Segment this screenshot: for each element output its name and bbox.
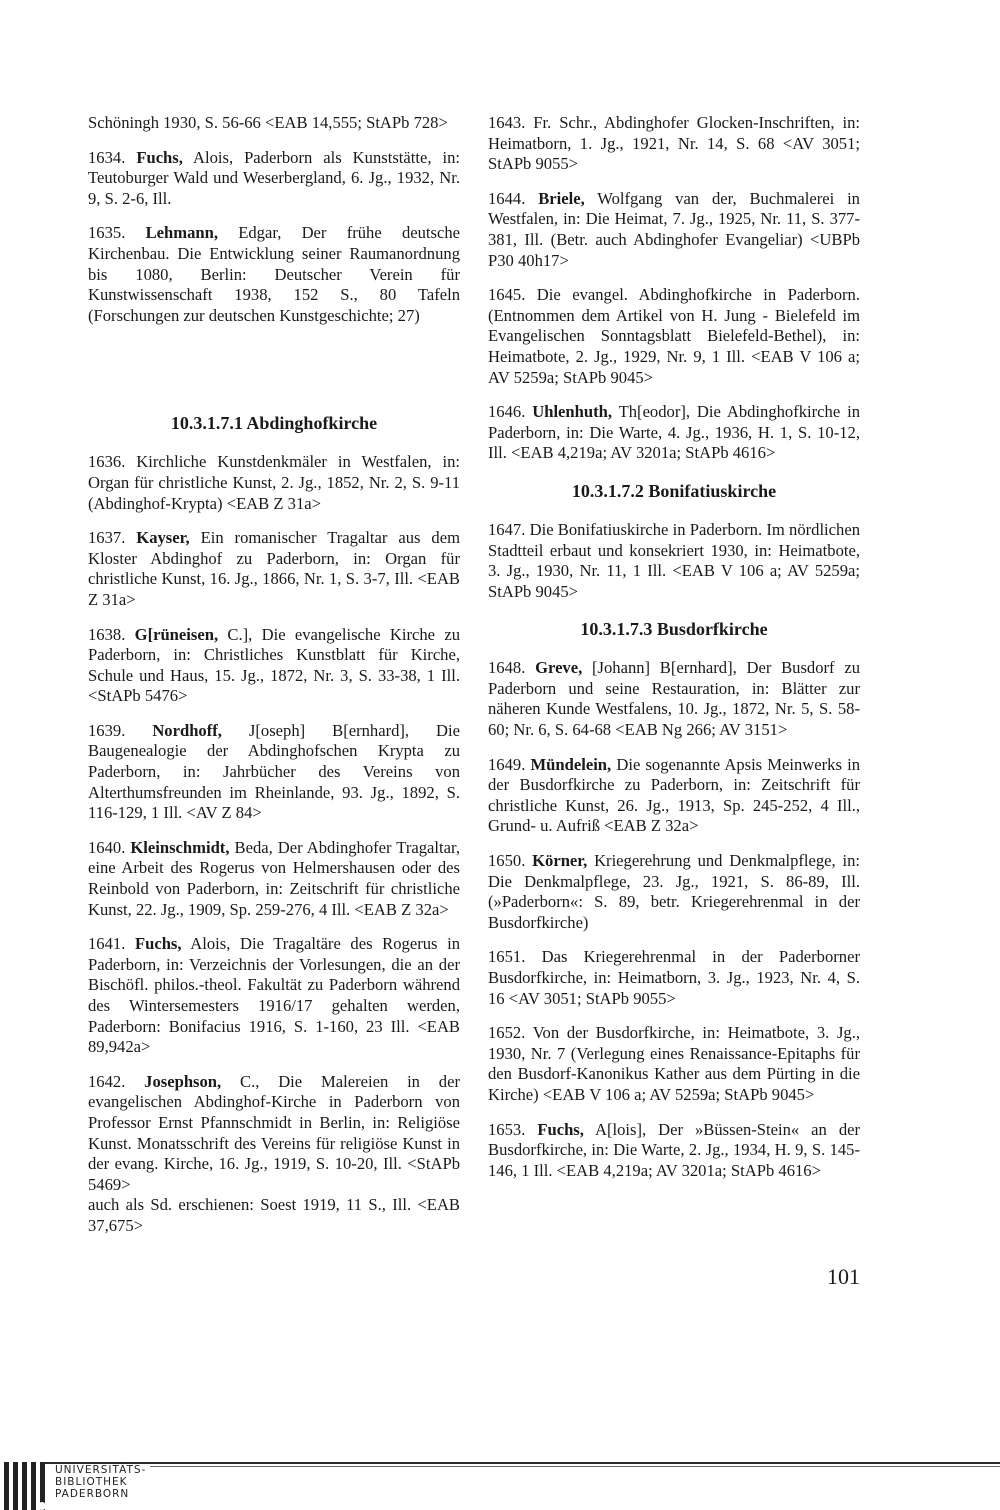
entry-author: Uhlenhuth,	[532, 402, 613, 422]
entry-number: 1648.	[488, 658, 526, 678]
bibliography-entry	[88, 625, 460, 707]
entry-author: Greve,	[535, 658, 583, 678]
entry-text: Kirchliche Kunstdenkmäler in Westfalen, in: Organ für christliche Kunst, 2. Jg., 1852, Nr. 2, S. 9-11 (Abdinghof-Krypta) <EAB Z 31a>	[88, 452, 460, 513]
bibliography-entry	[488, 947, 860, 1009]
bibliography-entry	[488, 285, 860, 388]
bibliography-entry	[88, 223, 460, 326]
entry-number: 1650.	[488, 851, 526, 871]
logo-line: BIBLIOTHEK	[55, 1476, 128, 1488]
entry-text: J[oseph] B[ernhard], Die Baugenealogie der Abdinghofschen Krypta zu Paderborn, in: Jahrbücher des Vereins von Alterthumsfreunden im Rheinlande, 93. Jg., 1892, S. 116-129, 1 Ill. <AV Z 84>	[88, 720, 460, 823]
entry-text: C., Die Malereien in der evangelischen Abdinghof-Kirche in Paderborn von Professor Ernst Pfannschmidt in Berlin, in: Religiöse Kunst. Monatsschrift des Vereins für religiöse Kunst in der evang. Kirche, 16. Jg., 1919, S. 10-20, Ill. <StAPb 5469>	[88, 1071, 460, 1194]
bibliography-entry	[88, 721, 460, 824]
entry-number: 1634.	[88, 147, 126, 167]
entry-number: 1637.	[88, 528, 126, 548]
bibliography-entry	[488, 520, 860, 602]
entry-number: 1646.	[488, 402, 526, 422]
logo-text	[55, 1464, 146, 1500]
bibliography-entry	[488, 658, 860, 740]
entry-number: 1645.	[488, 285, 526, 305]
entry-text: Kriegerehrung und Denkmalpflege, in: Die Denkmalpflege, 23. Jg., 1921, S. 86-89, Ill. (»Paderborn«: S. 89, betr. Kriegerehrenmal in der Busdorfkirche)	[488, 851, 860, 932]
entry-text: Die evangel. Abdinghofkirche in Paderborn. (Entnommen dem Artikel von H. Jung - Bielefeld im Evangelischen Sonntagsblatt Bielefeld-Bethel), in: Heimatbote, 2. Jg., 1929, Nr. 9, 1 Ill. <EAB V 106 a; AV 5259a; StAPb 9045>	[488, 285, 860, 387]
entry-author: Kayser,	[136, 528, 190, 548]
left-column	[88, 113, 460, 1251]
bibliography-entry	[88, 528, 460, 610]
entry-number: 1649.	[488, 754, 526, 774]
entry-text: Das Kriegerehrenmal in der Paderborner Busdorfkirche, in: Heimatborn, 3. Jg., 1923, Nr. 4, S. 16 <AV 3051; StAPb 9055>	[488, 947, 860, 1008]
right-column	[488, 113, 860, 1195]
bibliography-entry	[88, 113, 460, 134]
page-number: 101	[827, 1264, 860, 1289]
entry-number: 1642.	[88, 1071, 126, 1091]
section-heading-bonifatiuskirche: 10.3.1.7.2 Bonifatiuskirche	[571, 480, 777, 501]
bibliography-entry	[88, 148, 460, 210]
entry-number: 1640.	[88, 837, 126, 857]
entry-author: Körner,	[532, 851, 588, 871]
bibliography-entry	[488, 189, 860, 271]
left-entries-before	[88, 113, 460, 326]
entry-author: Fuchs,	[134, 934, 182, 954]
entry-number: 1647.	[488, 519, 526, 539]
entry-number: 1651.	[488, 947, 526, 967]
entry-number: 1643.	[488, 113, 526, 132]
entry-author: Lehmann,	[145, 223, 218, 243]
entry-author: Kleinschmidt,	[130, 837, 230, 857]
library-logo	[0, 1462, 180, 1510]
entry-author: Mündelein,	[530, 754, 612, 774]
bibliography-entry	[88, 934, 460, 1058]
entry-text: C.], Die evangelische Kirche zu Paderborn, in: Christliches Kunstblatt für Kirche, Schule und Haus, 15. Jg., 1872, Nr. 3, S. 33-38, 1 Ill. <StAPb 5476>	[88, 624, 460, 706]
left-entries-after	[88, 452, 460, 1236]
entry-number: 1653.	[488, 1119, 526, 1139]
bibliography-entry	[488, 851, 860, 933]
bibliography-entry	[488, 113, 860, 175]
entry-number: 1652.	[488, 1023, 526, 1043]
entry-text: Ein romanischer Tragaltar aus dem Kloster Abdinghof zu Paderborn, in: Organ für christliche Kunst, 16. Jg., 1866, Nr. 1, S. 3-7, Ill. <EAB Z 31a>	[88, 528, 461, 609]
bibliography-entry	[488, 1023, 860, 1105]
entry-number: 1636.	[88, 452, 126, 472]
footer-rule	[40, 1462, 1000, 1464]
entry-text: Die Bonifatiuskirche in Paderborn. Im nördlichen Stadtteil erbaut und konsekriert 1930, in: Heimatbote, 3. Jg., 1930, Nr. 11, 1 Ill. <EAB V 106 a; AV 5259a; StAPb 9045>	[488, 519, 860, 601]
entry-number: 1638.	[88, 624, 126, 644]
logo-line: PADERBORN	[55, 1488, 130, 1500]
entry-text: Von der Busdorfkirche, in: Heimatbote, 3. Jg., 1930, Nr. 7 (Verlegung eines Renaissance-Epitaphs für den Busdorf-Kanonikus Kather aus dem Pürting in die Kirche) <EAB V 106 a; AV 5259a; StAPb 9045>	[488, 1023, 860, 1104]
entry-text: Alois, Die Tragaltäre des Rogerus in Paderborn, in: Verzeichnis der Vorlesungen, die an der Bischöfl. philos.-theol. Fakultät zu Paderborn während des Wintersemesters 1916/17 gehalten werden, Paderborn: Bonifacius 1916, S. 1-160, 23 Ill. <EAB 89,942a>	[88, 934, 460, 1057]
entry-text: Alois, Paderborn als Kunststätte, in: Teutoburger Wald und Weserbergland, 6. Jg., 1932, Nr. 9, S. 2-6, Ill.	[88, 147, 460, 208]
right-entries-1	[488, 113, 860, 464]
entry-number: 1641.	[88, 934, 126, 954]
bibliography-entry	[88, 1072, 460, 1237]
logo-line: UNIVERSITÄTS-	[55, 1464, 147, 1476]
bibliography-entry	[88, 838, 460, 920]
bibliography-entry	[488, 755, 860, 837]
entry-author: Josephson,	[144, 1071, 222, 1091]
entry-author: Fuchs,	[537, 1119, 584, 1139]
bibliography-entry	[488, 1120, 860, 1182]
entry-author: Nordhoff,	[152, 720, 222, 740]
entry-text: Fr. Schr., Abdinghofer Glocken-Inschriften, in: Heimatborn, 1. Jg., 1921, Nr. 14, S. 68 <AV 3051; StAPb 9055>	[488, 113, 860, 174]
bibliography-entry	[488, 402, 860, 464]
entry-text: [Johann] B[ernhard], Der Busdorf zu Paderborn und seine Restauration, in: Blätter zur näheren Kunde Westfalens, 10. Jg., 1872, Nr. 5, S. 58-60; Nr. 6, S. 64-68 <EAB Ng 266; AV 3151>	[488, 658, 860, 740]
right-entries-2	[488, 520, 860, 602]
entry-text: auch als Sd. erschienen: Soest 1919, 11 S., Ill. <EAB 37,675>	[88, 1195, 460, 1235]
entry-author: Briele,	[538, 188, 585, 208]
right-entries-3	[488, 658, 860, 1181]
logo-bars-icon	[0, 1462, 50, 1510]
entry-text: Schöningh 1930, S. 56-66 <EAB 14,555; StAPb 728>	[88, 113, 448, 132]
entry-text: Die sogenannte Apsis Meinwerks in der Busdorfkirche zu Paderborn, in: Zeitschrift für christliche Kunst, 26. Jg., 1913, Sp. 245-252, 4 Ill., Grund- u. Aufriß <EAB Z 32a>	[488, 754, 860, 836]
entry-number: 1644.	[488, 188, 526, 208]
entry-text: A[lois], Der »Büssen-Stein« an der Busdorfkirche, in: Die Warte, 2. Jg., 1934, H. 9, S. 145-146, 1 Ill. <EAB 4,219a; AV 3201a; StAPb 4616>	[488, 1119, 861, 1180]
section-heading-abdinghofkirche: 10.3.1.7.1 Abdinghofkirche	[170, 413, 378, 434]
section-heading-busdorfkirche: 10.3.1.7.3 Busdorfkirche	[580, 619, 768, 640]
entry-number: 1635.	[88, 223, 126, 243]
entry-author: G[rüneisen,	[134, 624, 219, 644]
footer-rule-thin	[150, 1466, 1000, 1467]
entry-text: Wolfgang van der, Buchmalerei in Westfalen, in: Die Heimat, 7. Jg., 1925, Nr. 11, S. 377-381, Ill. (Betr. auch Abdinghofer Evangeliar) <UBPb P30 40h17>	[488, 188, 860, 270]
entry-number: 1639.	[88, 720, 126, 740]
entry-author: Fuchs,	[136, 147, 183, 167]
bibliography-entry	[88, 452, 460, 514]
entry-text: Edgar, Der frühe deutsche Kirchenbau. Die Entwicklung seiner Raumanordnung bis 1080, Berlin: Deutscher Verein für Kunstwissenschaft 1938, 152 S., 80 Tafeln (Forschungen zur deutschen Kunstgeschichte; 27)	[88, 223, 460, 325]
entry-text: Beda, Der Abdinghofer Tragaltar, eine Arbeit des Rogerus von Helmershausen oder des Reinbold von Paderborn, in: Zeitschrift für christliche Kunst, 22. Jg., 1909, Sp. 259-276, 4 Ill. <EAB Z 32a>	[88, 837, 460, 919]
entry-text: Th[eodor], Die Abdinghofkirche in Paderborn, in: Die Warte, 4. Jg., 1936, H. 1, S. 10-12, Ill. <EAB 4,219a; AV 3201a; StAPb 4616>	[488, 402, 860, 463]
